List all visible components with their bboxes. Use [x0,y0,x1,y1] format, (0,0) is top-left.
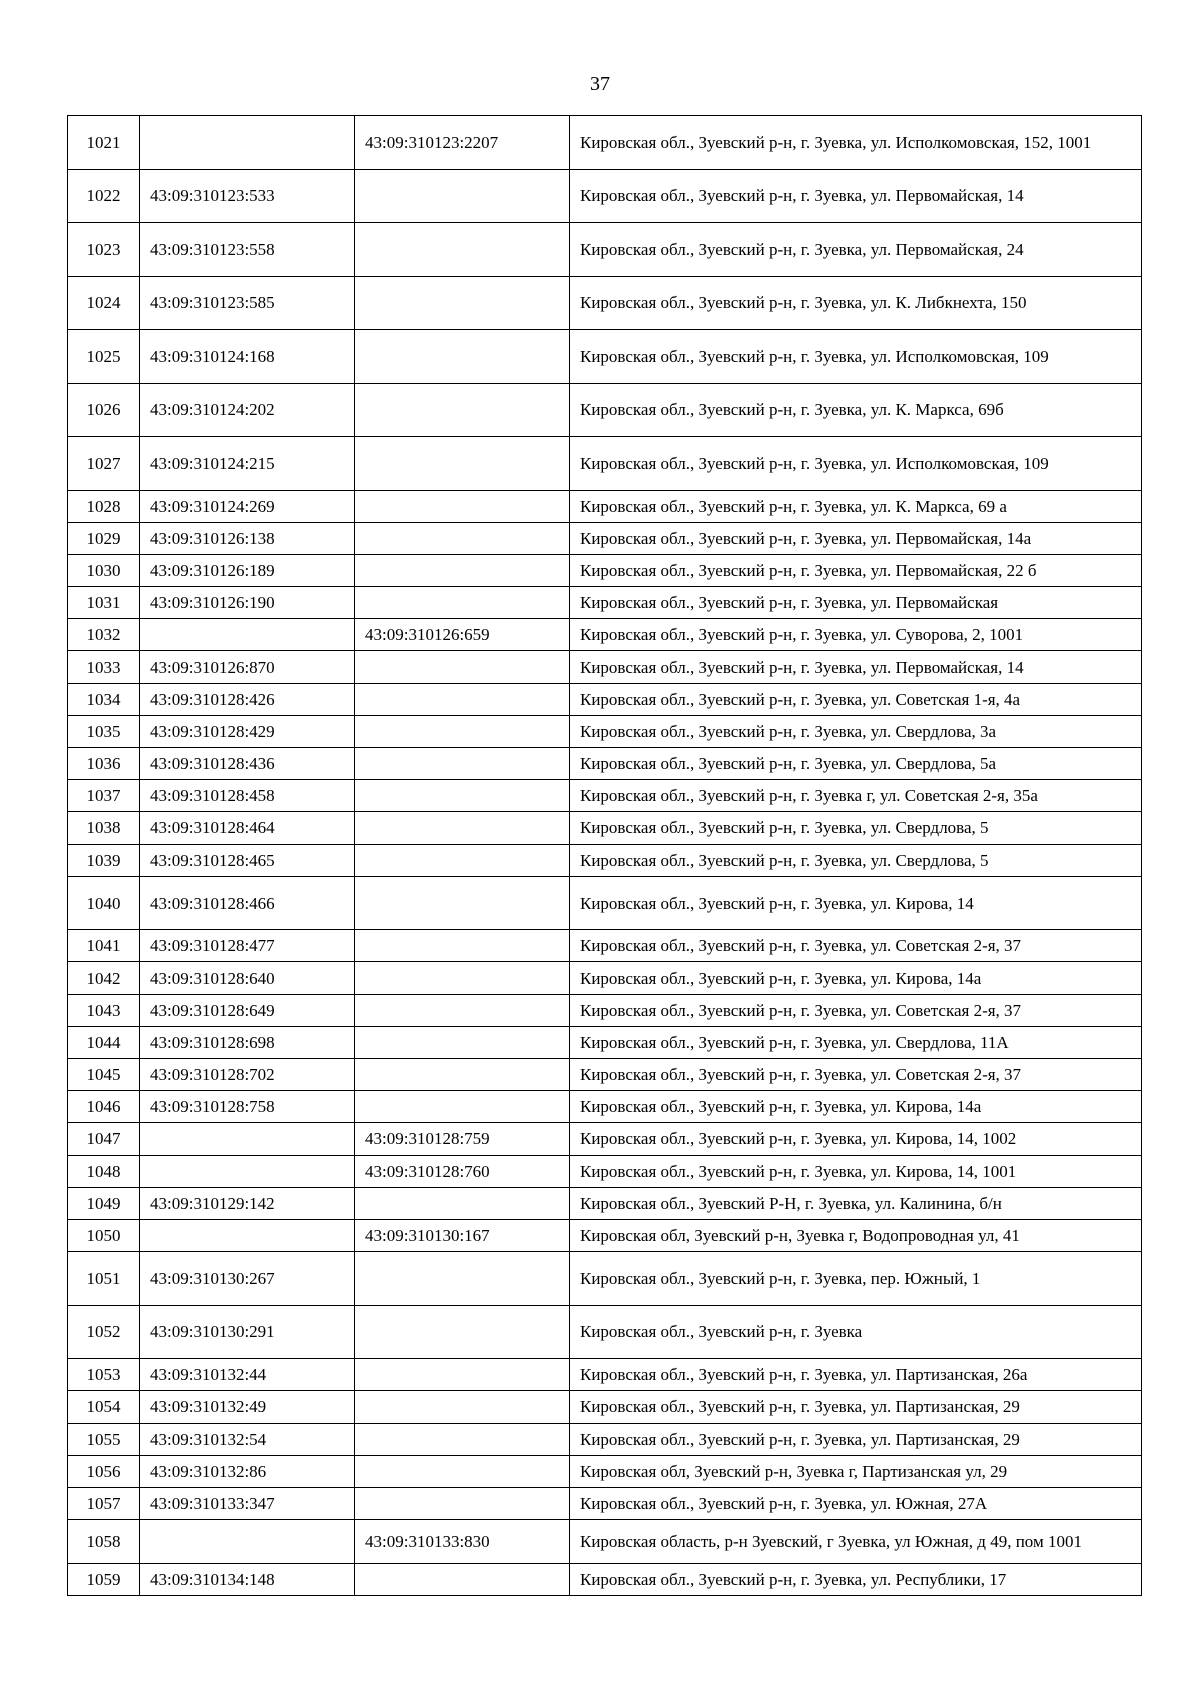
row-number: 1051 [68,1252,140,1306]
cadastral-number-cell: 43:09:310124:269 [140,490,355,522]
cadastral-number-cell: 43:09:310128:429 [140,715,355,747]
table-row [68,1455,1142,1487]
address-cell: Кировская обл., Зуевский р-н, г. Зуевка, ул. Свердлова, 5 [570,812,1142,844]
table-row [68,383,1142,437]
address-cell: Кировская обл., Зуевский р-н, г. Зуевка [570,1305,1142,1359]
cadastral-number-cell: 43:09:310126:138 [140,522,355,554]
registry-table [67,115,1142,1596]
address-cell: Кировская обл., Зуевский р-н, г. Зуевка, ул. К. Маркса, 69б [570,383,1142,437]
cadastral-number-premises-cell [355,1391,570,1423]
address-cell: Кировская обл., Зуевский р-н, г. Зуевка, ул. Кирова, 14, 1001 [570,1155,1142,1187]
cadastral-number-cell: 43:09:310130:267 [140,1252,355,1306]
cadastral-number-cell [140,1155,355,1187]
address-cell: Кировская область, р-н Зуевский, г Зуевка, ул Южная, д 49, пом 1001 [570,1520,1142,1564]
row-number: 1032 [68,619,140,651]
cadastral-number-premises-cell: 43:09:310130:167 [355,1219,570,1251]
table-row [68,169,1142,223]
address-cell: Кировская обл., Зуевский р-н, г. Зуевка, ул. К. Либкнехта, 150 [570,276,1142,330]
cadastral-number-cell: 43:09:310126:190 [140,587,355,619]
cadastral-number-cell [140,619,355,651]
row-number: 1046 [68,1091,140,1123]
row-number: 1054 [68,1391,140,1423]
address-cell: Кировская обл., Зуевский р-н, г. Зуевка, ул. Советская 2-я, 37 [570,930,1142,962]
cadastral-number-premises-cell [355,683,570,715]
table-row [68,587,1142,619]
address-cell: Кировская обл., Зуевский Р-Н, г. Зуевка, ул. Калинина, б/н [570,1187,1142,1219]
cadastral-number-premises-cell [355,1359,570,1391]
address-cell: Кировская обл., Зуевский р-н, г. Зуевка, ул. Кирова, 14а [570,962,1142,994]
table-row [68,1423,1142,1455]
cadastral-number-premises-cell [355,587,570,619]
cadastral-number-premises-cell [355,1305,570,1359]
address-cell: Кировская обл., Зуевский р-н, г. Зуевка, ул. Республики, 17 [570,1564,1142,1596]
table-row [68,1391,1142,1423]
row-number: 1056 [68,1455,140,1487]
row-number: 1037 [68,780,140,812]
cadastral-number-cell [140,1123,355,1155]
table-row [68,1187,1142,1219]
cadastral-number-premises-cell [355,383,570,437]
cadastral-number-cell: 43:09:310123:533 [140,169,355,223]
row-number: 1057 [68,1487,140,1519]
table-row [68,844,1142,876]
row-number: 1052 [68,1305,140,1359]
address-cell: Кировская обл., Зуевский р-н, г. Зуевка, ул. Советская 1-я, 4а [570,683,1142,715]
cadastral-number-premises-cell [355,169,570,223]
row-number: 1053 [68,1359,140,1391]
row-number: 1025 [68,330,140,384]
address-cell: Кировская обл., Зуевский р-н, г. Зуевка, ул. Первомайская, 14 [570,169,1142,223]
table-row [68,1059,1142,1091]
page-number: 37 [590,73,610,95]
table-row [68,748,1142,780]
cadastral-number-premises-cell [355,522,570,554]
address-cell: Кировская обл., Зуевский р-н, г. Зуевка, ул. Советская 2-я, 37 [570,994,1142,1026]
address-cell: Кировская обл., Зуевский р-н, г. Зуевка, ул. Суворова, 2, 1001 [570,619,1142,651]
cadastral-number-cell: 43:09:310128:477 [140,930,355,962]
table-row [68,651,1142,683]
row-number: 1033 [68,651,140,683]
cadastral-number-premises-cell: 43:09:310128:760 [355,1155,570,1187]
cadastral-number-cell: 43:09:310128:426 [140,683,355,715]
row-number: 1050 [68,1219,140,1251]
cadastral-number-premises-cell [355,490,570,522]
table-row [68,1252,1142,1306]
cadastral-number-cell: 43:09:310123:558 [140,223,355,277]
cadastral-number-premises-cell [355,276,570,330]
row-number: 1041 [68,930,140,962]
table-row [68,619,1142,651]
cadastral-number-premises-cell [355,1252,570,1306]
cadastral-number-premises-cell [355,1026,570,1058]
table-row [68,116,1142,170]
address-cell: Кировская обл., Зуевский р-н, г. Зуевка, ул. Свердлова, 5 [570,844,1142,876]
address-cell: Кировская обл., Зуевский р-н, г. Зуевка, ул. Партизанская, 26а [570,1359,1142,1391]
cadastral-number-premises-cell [355,1423,570,1455]
row-number: 1022 [68,169,140,223]
cadastral-number-cell: 43:09:310128:466 [140,876,355,930]
cadastral-number-premises-cell [355,437,570,491]
cadastral-number-cell [140,116,355,170]
address-cell: Кировская обл, Зуевский р-н, Зуевка г, Водопроводная ул, 41 [570,1219,1142,1251]
cadastral-number-premises-cell [355,651,570,683]
cadastral-number-cell: 43:09:310132:44 [140,1359,355,1391]
address-cell: Кировская обл., Зуевский р-н, г. Зуевка, ул. Свердлова, 11А [570,1026,1142,1058]
cadastral-number-premises-cell [355,1091,570,1123]
row-number: 1034 [68,683,140,715]
cadastral-number-premises-cell [355,1487,570,1519]
cadastral-number-cell: 43:09:310132:86 [140,1455,355,1487]
cadastral-number-cell: 43:09:310126:870 [140,651,355,683]
cadastral-number-premises-cell [355,1455,570,1487]
row-number: 1036 [68,748,140,780]
cadastral-number-premises-cell [355,715,570,747]
table-row [68,554,1142,586]
table-row [68,1305,1142,1359]
table-row [68,1487,1142,1519]
table-row [68,276,1142,330]
address-cell: Кировская обл, Зуевский р-н, Зуевка г, Партизанская ул, 29 [570,1455,1142,1487]
table-row [68,1091,1142,1123]
row-number: 1047 [68,1123,140,1155]
row-number: 1058 [68,1520,140,1564]
address-cell: Кировская обл., Зуевский р-н, г. Зуевка, ул. Кирова, 14 [570,876,1142,930]
cadastral-number-premises-cell [355,1564,570,1596]
row-number: 1043 [68,994,140,1026]
cadastral-number-premises-cell [355,1059,570,1091]
cadastral-number-premises-cell: 43:09:310126:659 [355,619,570,651]
cadastral-number-premises-cell [355,330,570,384]
cadastral-number-cell: 43:09:310133:347 [140,1487,355,1519]
row-number: 1049 [68,1187,140,1219]
address-cell: Кировская обл., Зуевский р-н, г. Зуевка, ул. Первомайская, 14 [570,651,1142,683]
row-number: 1031 [68,587,140,619]
cadastral-number-premises-cell [355,554,570,586]
row-number: 1021 [68,116,140,170]
table-row [68,812,1142,844]
cadastral-number-premises-cell [355,844,570,876]
table-row [68,437,1142,491]
address-cell: Кировская обл., Зуевский р-н, г. Зуевка, ул. Партизанская, 29 [570,1423,1142,1455]
row-number: 1029 [68,522,140,554]
address-cell: Кировская обл., Зуевский р-н, г. Зуевка, ул. Свердлова, 5а [570,748,1142,780]
cadastral-number-cell: 43:09:310128:436 [140,748,355,780]
cadastral-number-cell: 43:09:310124:168 [140,330,355,384]
row-number: 1040 [68,876,140,930]
cadastral-number-cell: 43:09:310124:202 [140,383,355,437]
table-row [68,780,1142,812]
cadastral-number-premises-cell: 43:09:310128:759 [355,1123,570,1155]
table-row [68,522,1142,554]
address-cell: Кировская обл., Зуевский р-н, г. Зуевка, ул. Первомайская, 22 б [570,554,1142,586]
address-cell: Кировская обл., Зуевский р-н, г. Зуевка, ул. Исполкомовская, 109 [570,437,1142,491]
cadastral-number-cell [140,1520,355,1564]
address-cell: Кировская обл., Зуевский р-н, г. Зуевка, ул. Советская 2-я, 37 [570,1059,1142,1091]
cadastral-number-cell: 43:09:310132:49 [140,1391,355,1423]
cadastral-number-cell: 43:09:310129:142 [140,1187,355,1219]
address-cell: Кировская обл., Зуевский р-н, г. Зуевка, ул. Первомайская [570,587,1142,619]
row-number: 1045 [68,1059,140,1091]
address-cell: Кировская обл., Зуевский р-н, г. Зуевка, ул. Кирова, 14а [570,1091,1142,1123]
table-row [68,1219,1142,1251]
address-cell: Кировская обл., Зуевский р-н, г. Зуевка, ул. Южная, 27А [570,1487,1142,1519]
table-row [68,223,1142,277]
cadastral-number-cell: 43:09:310128:465 [140,844,355,876]
cadastral-number-cell: 43:09:310128:458 [140,780,355,812]
row-number: 1024 [68,276,140,330]
cadastral-number-premises-cell [355,994,570,1026]
table-row [68,994,1142,1026]
address-cell: Кировская обл., Зуевский р-н, г. Зуевка, ул. Кирова, 14, 1002 [570,1123,1142,1155]
table-row [68,930,1142,962]
cadastral-number-premises-cell [355,780,570,812]
table-row [68,330,1142,384]
address-cell: Кировская обл., Зуевский р-н, г. Зуевка, ул. Первомайская, 24 [570,223,1142,277]
cadastral-number-cell: 43:09:310128:464 [140,812,355,844]
cadastral-number-cell: 43:09:310128:758 [140,1091,355,1123]
row-number: 1055 [68,1423,140,1455]
cadastral-number-cell: 43:09:310134:148 [140,1564,355,1596]
address-cell: Кировская обл., Зуевский р-н, г. Зуевка, ул. Первомайская, 14а [570,522,1142,554]
table-row [68,1123,1142,1155]
cadastral-number-premises-cell [355,1187,570,1219]
table-row [68,715,1142,747]
cadastral-number-premises-cell [355,930,570,962]
cadastral-number-cell: 43:09:310126:189 [140,554,355,586]
cadastral-number-cell [140,1219,355,1251]
row-number: 1023 [68,223,140,277]
table-row [68,1564,1142,1596]
cadastral-number-premises-cell: 43:09:310133:830 [355,1520,570,1564]
cadastral-number-cell: 43:09:310128:649 [140,994,355,1026]
cadastral-number-premises-cell [355,962,570,994]
row-number: 1039 [68,844,140,876]
row-number: 1038 [68,812,140,844]
table-row [68,1520,1142,1564]
address-cell: Кировская обл., Зуевский р-н, г. Зуевка, ул. Исполкомовская, 109 [570,330,1142,384]
row-number: 1026 [68,383,140,437]
row-number: 1027 [68,437,140,491]
row-number: 1048 [68,1155,140,1187]
table-row [68,1359,1142,1391]
cadastral-number-cell: 43:09:310124:215 [140,437,355,491]
address-cell: Кировская обл., Зуевский р-н, г. Зуевка, ул. Свердлова, 3а [570,715,1142,747]
cadastral-number-premises-cell [355,876,570,930]
address-cell: Кировская обл., Зуевский р-н, г. Зуевка г, ул. Советская 2-я, 35а [570,780,1142,812]
table-row [68,683,1142,715]
address-cell: Кировская обл., Зуевский р-н, г. Зуевка, ул. Партизанская, 29 [570,1391,1142,1423]
table-row [68,1026,1142,1058]
row-number: 1028 [68,490,140,522]
row-number: 1035 [68,715,140,747]
table-row [68,962,1142,994]
cadastral-number-premises-cell: 43:09:310123:2207 [355,116,570,170]
cadastral-number-premises-cell [355,223,570,277]
cadastral-number-cell: 43:09:310132:54 [140,1423,355,1455]
row-number: 1042 [68,962,140,994]
address-cell: Кировская обл., Зуевский р-н, г. Зуевка, пер. Южный, 1 [570,1252,1142,1306]
row-number: 1044 [68,1026,140,1058]
address-cell: Кировская обл., Зуевский р-н, г. Зуевка, ул. К. Маркса, 69 а [570,490,1142,522]
table-row [68,1155,1142,1187]
address-cell: Кировская обл., Зуевский р-н, г. Зуевка, ул. Исполкомовская, 152, 1001 [570,116,1142,170]
table-row [68,490,1142,522]
cadastral-number-cell: 43:09:310128:698 [140,1026,355,1058]
row-number: 1030 [68,554,140,586]
cadastral-number-premises-cell [355,812,570,844]
cadastral-number-cell: 43:09:310128:640 [140,962,355,994]
cadastral-number-cell: 43:09:310123:585 [140,276,355,330]
row-number: 1059 [68,1564,140,1596]
cadastral-number-premises-cell [355,748,570,780]
cadastral-number-cell: 43:09:310130:291 [140,1305,355,1359]
table-row [68,876,1142,930]
cadastral-number-cell: 43:09:310128:702 [140,1059,355,1091]
